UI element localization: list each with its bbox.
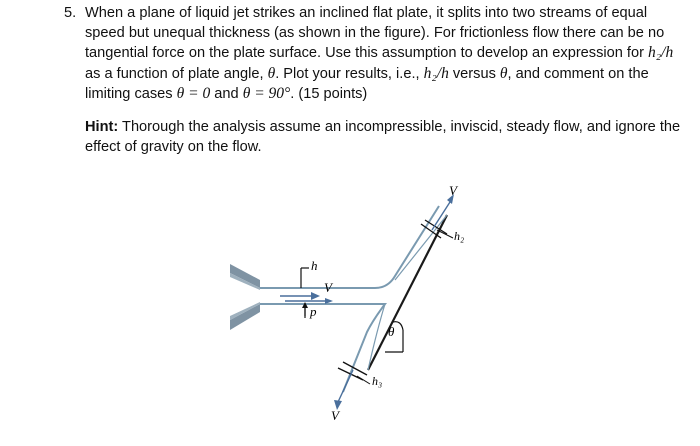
jet-plate-figure bbox=[225, 180, 495, 424]
label-theta: θ bbox=[388, 324, 395, 339]
label-v-bottom: V bbox=[331, 408, 339, 423]
math-ratio: h₂/h bbox=[648, 44, 674, 62]
math-theta-2: θ bbox=[499, 64, 508, 82]
label-h2: h₂ bbox=[454, 229, 465, 243]
problem-text-g: . (15 points) bbox=[290, 86, 368, 103]
problem-text-d: versus bbox=[448, 65, 500, 82]
math-ratio-2: h₂/h bbox=[423, 64, 449, 82]
hint-label: Hint: bbox=[85, 119, 119, 135]
label-v-jet: V bbox=[324, 280, 332, 295]
problem-text-e: , and comment on the limiting cases bbox=[85, 65, 649, 103]
problem-body bbox=[64, 4, 690, 105]
math-theta: θ bbox=[267, 64, 276, 82]
inclined-plate bbox=[368, 215, 447, 370]
problem-text-c: . Plot your results, i.e., bbox=[275, 65, 424, 82]
nozzle-icon bbox=[230, 264, 260, 330]
problem-text-b: as a function of plate angle, bbox=[85, 65, 268, 82]
problem-text-a: When a plane of liquid jet strikes an inclined flat plate, it splits into two streams of equal speed but unequal thickness (as shown in the figure). For frictionless flow there can be no tangential force on the plate surface. Use this assumption to develop an expression for bbox=[85, 5, 665, 62]
jet-lower-inner bbox=[368, 304, 385, 370]
jet-streamline-bottom bbox=[260, 304, 385, 392]
label-h: h bbox=[311, 258, 318, 273]
jet-streamline-top bbox=[260, 206, 439, 288]
hint-text: Thorough the analysis assume an incompressible, inviscid, steady flow, and ignore the effect of gravity on the flow. bbox=[85, 119, 681, 155]
label-h3: h₃ bbox=[372, 374, 383, 388]
problem-statement bbox=[64, 4, 690, 105]
math-case-1: θ = 0 bbox=[176, 85, 211, 103]
hint-paragraph bbox=[85, 118, 685, 157]
label-v-top: V bbox=[449, 183, 457, 198]
problem-number: 5. bbox=[64, 5, 77, 21]
math-case-2: θ = 90° bbox=[242, 85, 291, 103]
label-p: p bbox=[310, 304, 317, 319]
problem-text-f: and bbox=[210, 86, 243, 103]
